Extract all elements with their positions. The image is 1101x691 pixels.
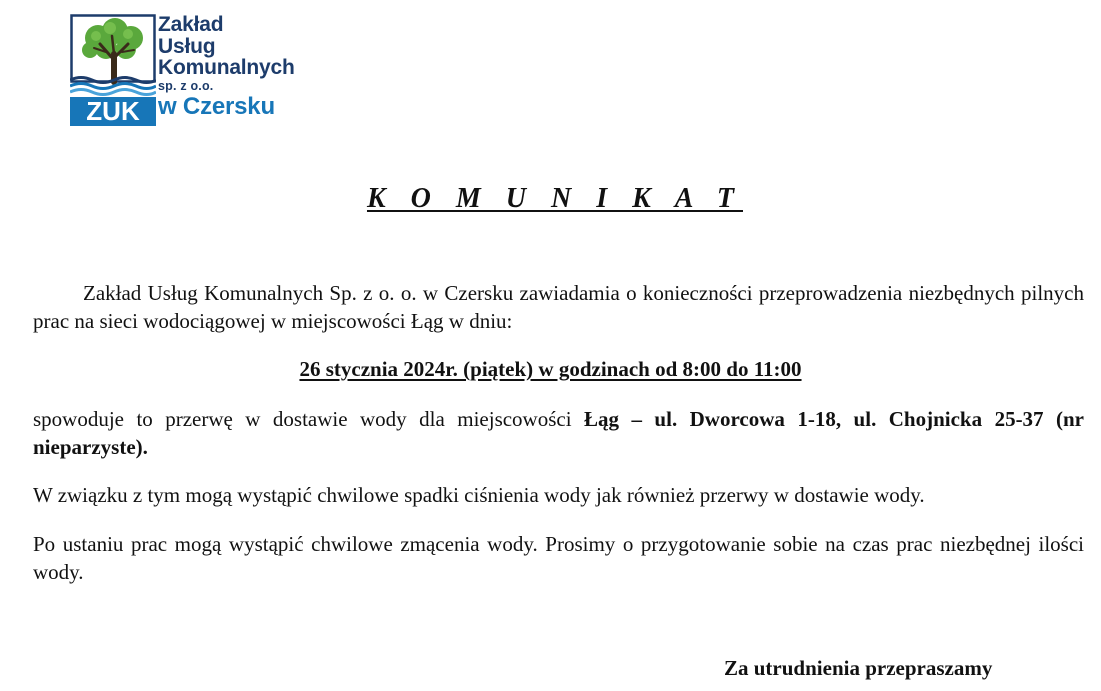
- intro-paragraph: Zakład Usług Komunalnych Sp. z o. o. w Czersku zawiadamia o konieczności przeprowadzenia niezbędnych pilnych prac na sieci wodociągowej w miejscowości Łąg w dniu:: [33, 281, 1084, 333]
- tree-logo-icon: [70, 14, 156, 126]
- outage-location: Łąg – ul. Dworcowa 1-18, ul. Chojnicka 25-37 (nr nieparzyste).: [33, 407, 1085, 459]
- zuk-badge-text: ZUK: [86, 96, 140, 126]
- closing-apology: Za utrudnienia przepraszamy: [724, 656, 993, 680]
- logo-text: [158, 14, 295, 123]
- company-logo: [70, 14, 320, 129]
- date-line: 26 stycznia 2024r. (piątek) w godzinach od 8:00 do 11:00: [299, 357, 802, 381]
- pressure-paragraph: W związku z tym mogą wystąpić chwilowe spadki ciśnienia wody jak również przerwy w dostawie wody.: [33, 483, 925, 507]
- logo-line-1: Zakład: [158, 13, 224, 36]
- outage-paragraph: [33, 405, 1084, 461]
- turbidity-paragraph: Po ustaniu prac mogą wystąpić chwilowe zmącenia wody. Prosimy o przygotowanie sobie na czas prac niezbędnej ilości wody.: [33, 532, 1084, 584]
- document-title-text: K O M U N I K A T: [366, 183, 743, 214]
- outage-lead: spowoduje to przerwę w dostawie wody dla miejscowości: [33, 407, 585, 431]
- logo-line-2: Usług: [158, 34, 216, 58]
- document-title: [0, 183, 1101, 215]
- logo-line-4: sp. z o.o.: [158, 78, 214, 93]
- logo-line-5: w Czersku: [158, 92, 275, 120]
- logo-line-3: Komunalnych: [158, 56, 295, 79]
